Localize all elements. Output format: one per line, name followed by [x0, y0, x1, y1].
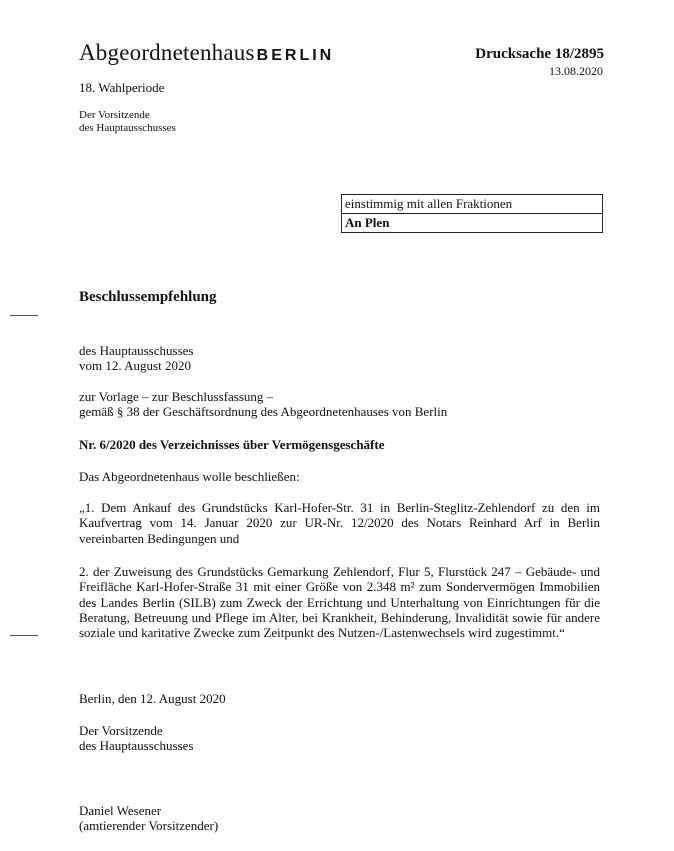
vote-box [341, 194, 603, 233]
document-date: 13.08.2020 [549, 64, 603, 78]
purpose-line-2: gemäß § 38 der Geschäftsordnung des Abgeordnetenhauses von Berlin [79, 404, 448, 419]
signer-note: (amtierender Vorsitzender) [79, 818, 219, 833]
vote-result: einstimmig mit allen Fraktionen [345, 196, 513, 211]
resolution-paragraph-2: 2. der Zuweisung des Grundstücks Gemarkung Zehlendorf, Flur 5, Flurstück 247 – Gebäude- und Freifläche Karl-Hofer-Straße 31 mit einer Größe von 2.348 m² zum Sondervermögen Immobilien des Landes Berlin (SILB) zum Zweck der Errichtung und Unterhaltung von Einrichtungen für die Beratung, Betreuung und Pflege im Alter, bei Krankheit, Behinderung, Invalidität sowie für andere soziale und karitative Zwecke zum Zeitpunkt des Nutzen-/Lastenwechsels wird zugestimmt.“ [79, 564, 600, 641]
fold-mark [10, 315, 38, 316]
subject-line: Nr. 6/2020 des Verzeichnisses über Vermögensgeschäfte [79, 437, 385, 452]
brand-city: BERLIN [256, 47, 335, 64]
resolution-paragraph-1: „1. Dem Ankauf des Grundstücks Karl-Hofer-Str. 31 in Berlin-Steglitz-Zehlendorf zu den im Kaufvertrag vom 14. Januar 2020 zur UR-Nr. 12/2020 des Notars Reinhard Arf in Berlin vereinbarten Bedingungen und [79, 500, 600, 546]
parliament-logo [79, 40, 334, 66]
vote-destination: An Plen [342, 213, 602, 232]
signer-role-2: des Hauptausschusses [79, 738, 194, 753]
from-line-1: des Hauptausschusses [79, 343, 194, 358]
signer-name: Daniel Wesener [79, 803, 162, 818]
signer-role-1: Der Vorsitzende [79, 723, 163, 738]
from-line-2: vom 12. August 2020 [79, 358, 191, 373]
brand-main: Abgeordnetenhaus [79, 40, 255, 65]
legislative-period: 18. Wahlperiode [79, 80, 165, 95]
fold-mark [10, 635, 38, 636]
sender-line-1: Der Vorsitzende [79, 109, 150, 121]
purpose-line-1: zur Vorlage – zur Beschlussfassung – [79, 389, 274, 404]
sender-line-2: des Hauptausschusses [79, 122, 176, 134]
document-title: Beschlussempfehlung [79, 289, 217, 305]
document-number: Drucksache 18/2895 [475, 46, 604, 62]
place-date: Berlin, den 12. August 2020 [79, 691, 226, 706]
resolution-intro: Das Abgeordnetenhaus wolle beschließen: [79, 469, 300, 484]
